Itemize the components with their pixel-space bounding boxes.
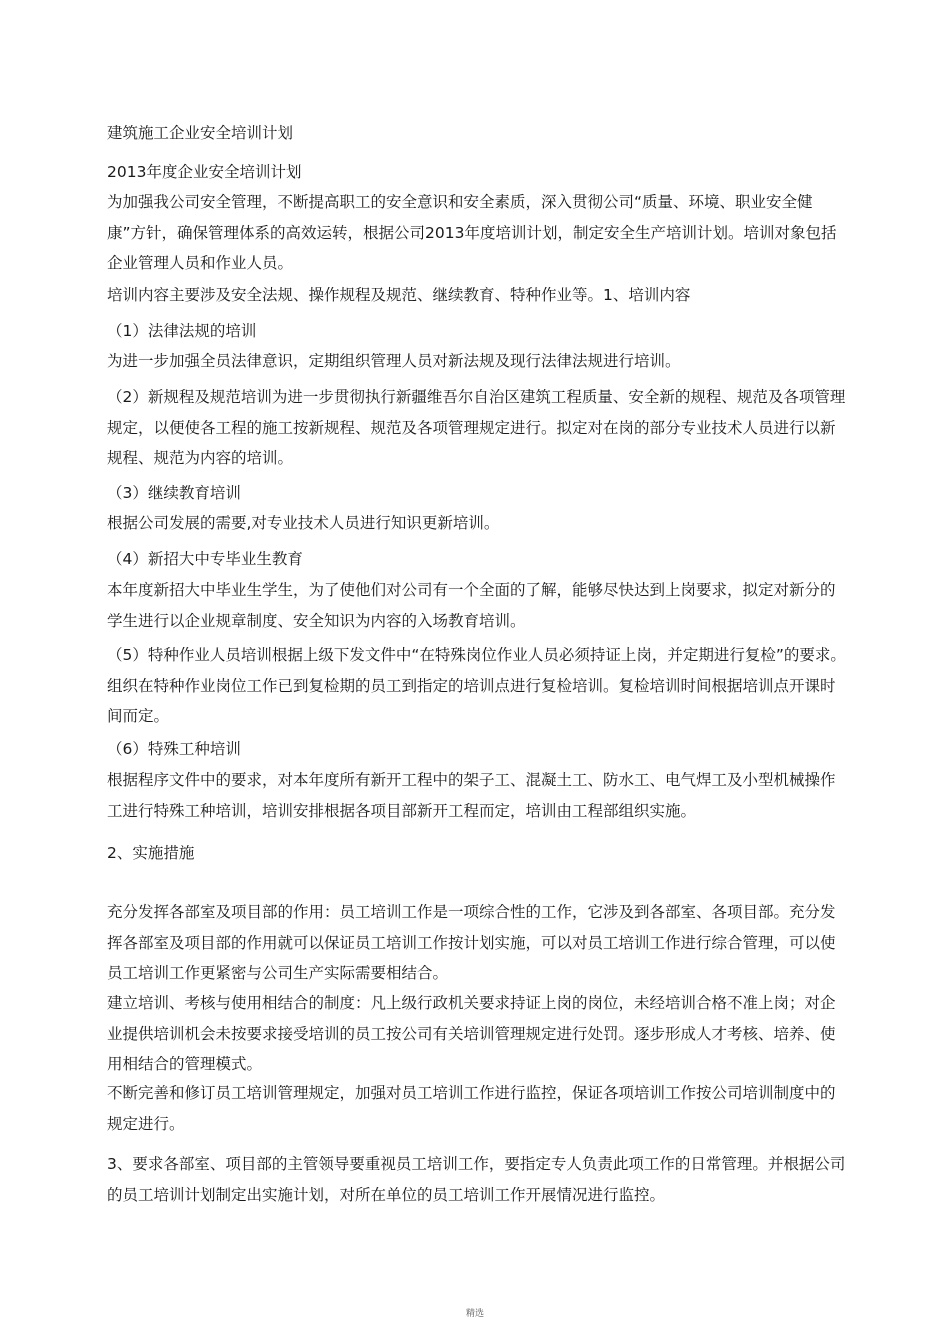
body-paragraph: 为进一步加强全员法律意识，定期组织管理人员对新法规及现行法律法规进行培训。 <box>107 352 681 370</box>
body-paragraph: 充分发挥各部室及项目部的作用：员工培训工作是一项综合性的工作，它涉及到各部室、各项目部。充分发挥各部室及项目部的作用就可以保证员工培训工作按计划实施，可以对员工培训工作进行综合管理，可以使员工培训工作更紧密与公司生产实际需要相结合。 <box>107 903 836 982</box>
body-paragraph: 3、要求各部室、项目部的主管领导要重视员工培训工作，要指定专人负责此项工作的日常管理。并根据公司的员工培训计划制定出实施计划，对所在单位的员工培训工作开展情况进行监控。 <box>107 1155 846 1204</box>
page-footer: 精选 <box>465 1309 484 1319</box>
body-paragraph: 不断完善和修订员工培训管理规定，加强对员工培训工作进行监控，保证各项培训工作按公司培训制度中的规定进行。 <box>107 1084 836 1133</box>
document-title: 建筑施工企业安全培训计划 <box>107 124 294 142</box>
body-paragraph: 培训内容主要涉及安全法规、操作规程及规范、继续教育、特种作业等。1、培训内容 <box>107 286 691 304</box>
section-heading: 2013年度企业安全培训计划 <box>107 163 302 181</box>
body-paragraph: （2）新规程及规范培训为进一步贯彻执行新疆维吾尔自治区建筑工程质量、安全新的规程、规范及各项管理规定，以便使各工程的施工按新规程、规范及各项管理规定进行。拟定对在岗的部分专业技术人员进行以新规程、规范为内容的培训。 <box>107 388 846 467</box>
body-paragraph: （5）特种作业人员培训根据上级下发文件中“在特殊岗位作业人员必须持证上岗，并定期进行复检”的要求。组织在特种作业岗位工作已到复检期的员工到指定的培训点进行复检培训。复检培训时间根据培训点开课时间而定。 <box>107 646 846 725</box>
subsection-heading: （4）新招大中专毕业生教育 <box>107 550 303 568</box>
body-paragraph: 根据程序文件中的要求，对本年度所有新开工程中的架子工、混凝土工、防水工、电气焊工及小型机械操作工进行特殊工种培训，培训安排根据各项目部新开工程而定，培训由工程部组织实施。 <box>107 771 836 820</box>
body-paragraph: 本年度新招大中毕业生学生，为了使他们对公司有一个全面的了解，能够尽快达到上岗要求，拟定对新分的学生进行以企业规章制度、安全知识为内容的入场教育培训。 <box>107 581 836 630</box>
body-paragraph: 根据公司发展的需要,对专业技术人员进行知识更新培训。 <box>107 514 500 532</box>
subsection-heading: （3）继续教育培训 <box>107 484 241 502</box>
subsection-heading: （6）特殊工种培训 <box>107 740 241 758</box>
subsection-heading: （1）法律法规的培训 <box>107 322 257 340</box>
body-paragraph: 为加强我公司安全管理，不断提高职工的安全意识和安全素质，深入贯彻公司“质量、环境、职业安全健康”方针，确保管理体系的高效运转，根据公司2013年度培训计划，制定安全生产培训计划。培训对象包括企业管理人员和作业人员。 <box>107 193 837 272</box>
body-paragraph: 建立培训、考核与使用相结合的制度：凡上级行政机关要求持证上岗的岗位，未经培训合格不准上岗；对企业提供培训机会未按要求接受培训的员工按公司有关培训管理规定进行处罚。逐步形成人才考核、培养、使用相结合的管理模式。 <box>107 994 836 1073</box>
section-heading: 2、实施措施 <box>107 844 195 862</box>
